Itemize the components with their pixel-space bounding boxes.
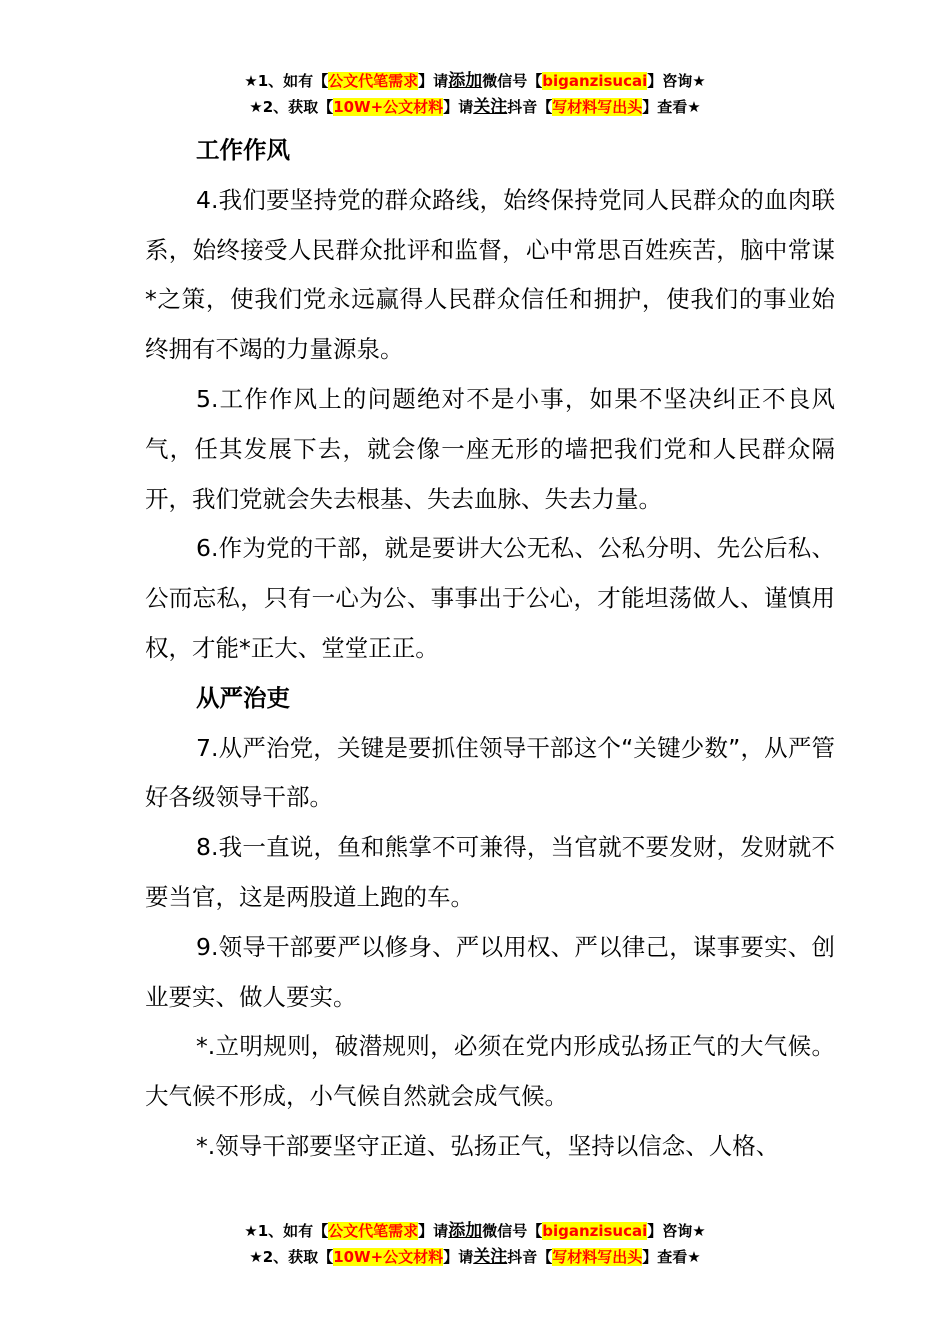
paragraph-5: 5.工作作风上的问题绝对不是小事，如果不坚决纠正不良风气，任其发展下去，就会像一座无形的墙把我们党和人民群众隔开，我们党就会失去根基、失去血脉、失去力量。: [145, 384, 835, 513]
banner-text: 】咨询★: [647, 72, 706, 90]
header-banner: [0, 68, 950, 120]
banner-highlight-douyin-id: 写材料写出头: [552, 98, 643, 116]
banner-text: 】请: [443, 98, 474, 116]
banner-highlight-wechat-id: biganzisucai: [542, 72, 648, 90]
paragraph-11: *.领导干部要坚守正道、弘扬正气，坚持以信念、人格、: [196, 1131, 780, 1160]
banner-text: ★1、如有【: [244, 72, 329, 90]
paragraph-8: 8.我一直说，鱼和熊掌不可兼得，当官就不要发财，发财就不要当官，这是两股道上跑的车。: [145, 833, 835, 911]
banner-line-1: [0, 68, 950, 94]
banner-highlight-materials: 10W+公文材料: [333, 1248, 444, 1266]
banner-line-2: [0, 94, 950, 120]
banner-emphasis: 添加: [448, 1221, 483, 1241]
banner-text: 】请: [418, 72, 449, 90]
banner-text: 抖音【: [507, 1248, 553, 1266]
banner-text: 】请: [418, 1222, 449, 1240]
banner-text: 】查看★: [642, 1248, 701, 1266]
banner-text: 】查看★: [642, 98, 701, 116]
banner-text: 微信号【: [482, 72, 543, 90]
paragraph-10: *.立明规则，破潜规则，必须在党内形成弘扬正气的大气候。大气候不形成，小气候自然就会成气候。: [145, 1032, 835, 1111]
banner-text: 】咨询★: [647, 1222, 706, 1240]
section-heading-strict-governance: 从严治吏: [196, 683, 290, 712]
footer-banner: [0, 1218, 950, 1270]
banner-highlight-wechat-id: biganzisucai: [542, 1222, 648, 1240]
paragraph-6: 6.作为党的干部，就是要讲大公无私、公私分明、先公后私、公而忘私，只有一心为公、事事出于公心，才能坦荡做人、谨慎用权，才能*正大、堂堂正正。: [145, 534, 835, 662]
banner-line-2: [0, 1244, 950, 1270]
banner-emphasis: 添加: [448, 71, 483, 91]
banner-text: 抖音【: [507, 98, 553, 116]
paragraph-9: 9.领导干部要严以修身、严以用权、严以律己，谋事要实、创业要实、做人要实。: [145, 932, 835, 1011]
banner-highlight-service: 公文代笔需求: [328, 72, 419, 90]
document-body: [145, 126, 835, 1172]
banner-highlight-materials: 10W+公文材料: [333, 98, 444, 116]
banner-text: ★2、获取【: [249, 98, 334, 116]
section-heading-work-style: 工作作风: [196, 136, 290, 164]
banner-emphasis: 关注: [473, 97, 508, 117]
banner-highlight-douyin-id: 写材料写出头: [552, 1248, 643, 1266]
banner-text: 】请: [443, 1248, 474, 1266]
paragraph-4: 4.我们要坚持党的群众路线，始终保持党同人民群众的血肉联系，始终接受人民群众批评和监督，心中常思百姓疾苦，脑中常谋*之策，使我们党永远赢得人民群众信任和拥护，使我们的事业始终拥有不竭的力量源泉。: [145, 185, 835, 364]
paragraph-7: 7.从严治党，关键是要抓住领导干部这个“关键少数”，从严管好各级领导干部。: [145, 733, 835, 812]
banner-highlight-service: 公文代笔需求: [328, 1222, 419, 1240]
banner-text: ★2、获取【: [249, 1248, 334, 1266]
banner-emphasis: 关注: [473, 1247, 508, 1267]
banner-text: 微信号【: [482, 1222, 543, 1240]
banner-line-1: [0, 1218, 950, 1244]
banner-text: ★1、如有【: [244, 1222, 329, 1240]
